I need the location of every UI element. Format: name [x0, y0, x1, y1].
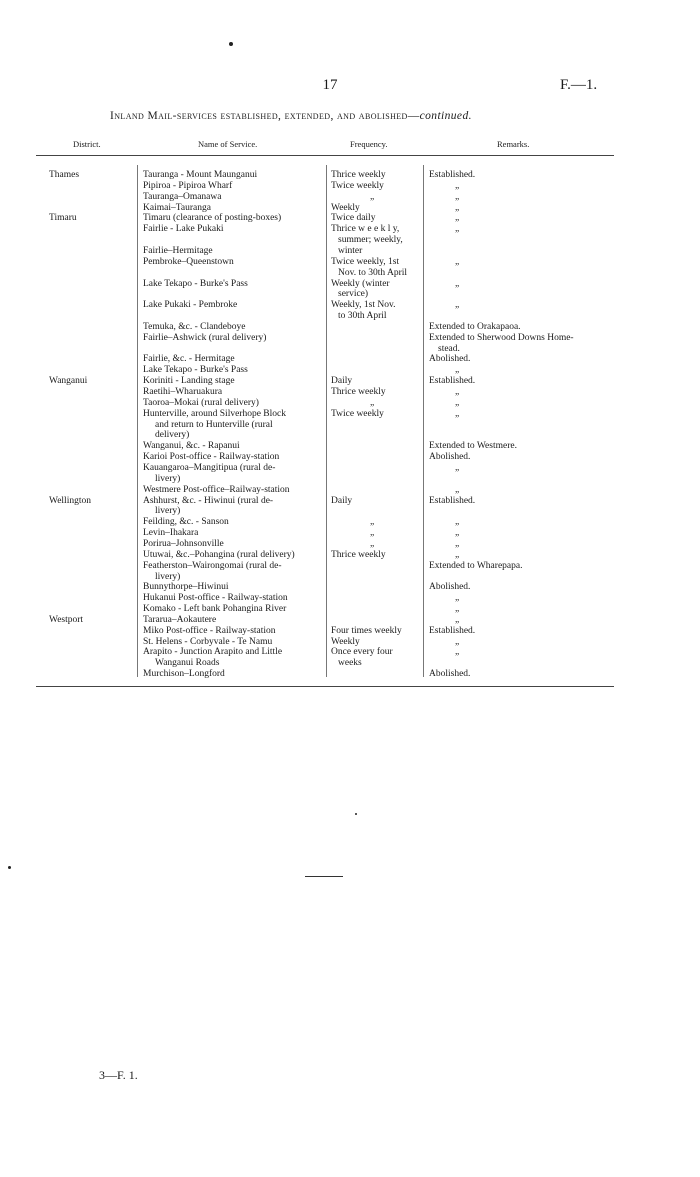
- service-name: Taoroa–Mokai (rural delivery): [143, 397, 259, 408]
- frequency-value: weeks: [338, 658, 362, 669]
- remark-value: Extended to Sherwood Downs Home-: [429, 332, 574, 343]
- service-name: Hunterville, around Silverhope Block: [143, 408, 286, 419]
- frequency-value: Daily: [331, 495, 353, 506]
- remark-value: Extended to Wharepapa.: [429, 560, 523, 571]
- service-name: Porirua–Johnsonville: [143, 538, 224, 549]
- frequency-value: Four times weekly: [331, 625, 402, 636]
- service-name: Featherston–Wairongomai (rural de-: [143, 560, 282, 571]
- frequency-value: Thrice weekly: [331, 170, 386, 180]
- column-header-frequency: Frequency.: [350, 139, 388, 149]
- column-divider-1: [137, 165, 138, 677]
- service-name: and return to Hunterville (rural: [155, 419, 273, 430]
- remark-value: „: [455, 224, 460, 235]
- service-name: Fairlie, &c. - Hermitage: [143, 354, 235, 365]
- remark-value: „: [455, 593, 460, 604]
- service-name: Karioi Post-office - Railway-station: [143, 452, 280, 463]
- remark-value: „: [455, 462, 460, 473]
- service-name: Westmere Post-office–Railway-station: [143, 484, 290, 495]
- service-name: Miko Post-office - Railway-station: [143, 625, 276, 636]
- frequency-value: Weekly: [331, 202, 360, 213]
- remark-value: „: [455, 538, 460, 549]
- service-name: livery): [155, 473, 181, 484]
- remark-value: Abolished.: [429, 669, 471, 680]
- frequency-value: Twice weekly: [331, 408, 384, 419]
- service-name: Raetihi–Wharuakura: [143, 387, 223, 397]
- service-name: Hukanui Post-office - Railway-station: [143, 593, 288, 604]
- remark-value: „: [455, 180, 460, 191]
- service-name: Komako - Left bank Pohangina River: [143, 604, 287, 614]
- header-rule: [36, 155, 614, 156]
- frequency-value: Twice daily: [331, 213, 376, 224]
- frequency-value: summer; weekly,: [338, 235, 403, 246]
- service-name: Pembroke–Queenstown: [143, 256, 234, 267]
- remark-value: „: [455, 202, 460, 213]
- frequency-value: Weekly, 1st Nov.: [331, 300, 396, 311]
- ink-speck: [229, 42, 233, 46]
- service-name: livery): [155, 506, 181, 517]
- district-label: Wellington: [49, 495, 91, 506]
- frequency-value: Thrice w e e k l y,: [331, 224, 400, 235]
- ink-speck: [8, 866, 11, 869]
- service-name: Wanganui, &c. - Rapanui: [143, 441, 240, 452]
- remark-value: Extended to Westmere.: [429, 441, 517, 452]
- service-name: Lake Tekapo - Burke's Pass: [143, 278, 248, 289]
- remark-value: Established.: [429, 625, 476, 636]
- service-name: Timaru (clearance of posting-boxes): [143, 213, 282, 224]
- table-title: [110, 110, 472, 122]
- remark-value: „: [455, 528, 460, 538]
- district-label: Timaru: [49, 213, 77, 224]
- frequency-value: Thrice weekly: [331, 387, 386, 397]
- frequency-value: to 30th April: [338, 311, 387, 321]
- section-divider: [305, 876, 343, 877]
- service-name: Koriniti - Landing stage: [143, 376, 235, 387]
- remark-value: „: [455, 517, 460, 528]
- remark-value: Abolished.: [429, 452, 471, 463]
- frequency-value: Weekly: [331, 636, 360, 647]
- remark-value: Established.: [429, 495, 476, 506]
- remark-value: „: [455, 484, 460, 495]
- remark-value: „: [455, 397, 460, 408]
- service-name: Murchison–Longford: [143, 669, 225, 680]
- service-name: Fairlie–Hermitage: [143, 245, 213, 256]
- service-name: Lake Tekapo - Burke's Pass: [143, 365, 248, 376]
- service-name: Temuka, &c. - Clandeboye: [143, 321, 246, 332]
- remark-value: „: [455, 647, 460, 658]
- remark-value: „: [455, 191, 460, 202]
- district-label: Westport: [49, 614, 84, 625]
- footer-rule: [36, 686, 614, 687]
- column-divider-2: [326, 165, 327, 677]
- service-name: Ashhurst, &c. - Hiwinui (rural de-: [143, 495, 274, 506]
- service-name: Bunnythorpe–Hiwinui: [143, 582, 229, 593]
- frequency-value: winter: [338, 245, 363, 256]
- remark-value: „: [455, 300, 460, 311]
- remark-value: Abolished.: [429, 354, 471, 365]
- service-name: Wanganui Roads: [155, 658, 220, 669]
- remark-value: Established.: [429, 376, 476, 387]
- page-number: 17: [322, 77, 338, 93]
- service-name: Pipiroa - Pipiroa Wharf: [143, 180, 233, 191]
- column-divider-3: [423, 165, 424, 677]
- frequency-value: service): [338, 289, 369, 300]
- district-label: Wanganui: [49, 376, 88, 387]
- service-name: Levin–Ihakara: [143, 528, 199, 538]
- service-name: Arapito - Junction Arapito and Little: [143, 647, 283, 658]
- remark-value: „: [455, 408, 460, 419]
- remark-value: „: [455, 604, 460, 614]
- table-title-continued: continued.: [419, 110, 472, 122]
- frequency-value: „: [370, 517, 375, 528]
- frequency-value: Daily: [331, 376, 353, 387]
- service-name: Fairlie - Lake Pukaki: [143, 224, 224, 235]
- frequency-value: „: [370, 191, 375, 202]
- remark-value: Extended to Orakapaoa.: [429, 321, 521, 332]
- remark-value: „: [455, 278, 460, 289]
- service-name: delivery): [155, 430, 190, 441]
- frequency-value: Weekly (winter: [331, 278, 390, 289]
- service-name: St. Helens - Corbyvale - Te Namu: [143, 636, 273, 647]
- frequency-value: „: [370, 528, 375, 538]
- service-name: Kauangaroa–Mangitipua (rural de-: [143, 462, 276, 473]
- footer-reference: 3—F. 1.: [99, 1068, 138, 1082]
- frequency-value: Nov. to 30th April: [338, 267, 408, 278]
- frequency-value: Twice weekly, 1st: [331, 256, 400, 267]
- remark-value: stead.: [438, 343, 460, 354]
- column-header-district: District.: [73, 139, 101, 149]
- remark-value: „: [455, 387, 460, 397]
- remark-value: „: [455, 256, 460, 267]
- remark-value: „: [455, 213, 460, 224]
- service-name: Utuwai, &c.–Pohangina (rural delivery): [143, 549, 295, 560]
- frequency-value: Twice weekly: [331, 180, 384, 191]
- frequency-value: „: [370, 397, 375, 408]
- document-reference: F.—1.: [560, 77, 598, 93]
- remark-value: „: [455, 549, 460, 560]
- remark-value: „: [455, 636, 460, 647]
- column-header-service: Name of Service.: [198, 139, 258, 149]
- service-name: Fairlie–Ashwick (rural delivery): [143, 332, 267, 343]
- district-label: Thames: [49, 170, 80, 180]
- service-name: Kaimai–Tauranga: [143, 202, 211, 213]
- service-name: Tauranga–Omanawa: [143, 191, 222, 202]
- service-name: Lake Pukaki - Pembroke: [143, 300, 238, 311]
- service-name: Tararua–Aokautere: [143, 614, 217, 625]
- remark-value: „: [455, 614, 460, 625]
- remark-value: Established.: [429, 170, 476, 180]
- service-name: Tauranga - Mount Maunganui: [143, 170, 258, 180]
- remark-value: Abolished.: [429, 582, 471, 593]
- table-title-main: Inland Mail-services established, extended, and abolished—: [110, 110, 420, 122]
- frequency-value: Once every four: [331, 647, 393, 658]
- column-header-remarks: Remarks.: [497, 139, 530, 149]
- ink-speck: [355, 813, 357, 815]
- service-name: livery): [155, 571, 181, 582]
- service-name: Feilding, &c. - Sanson: [143, 517, 229, 528]
- frequency-value: Thrice weekly: [331, 549, 386, 560]
- frequency-value: „: [370, 538, 375, 549]
- remark-value: „: [455, 365, 460, 376]
